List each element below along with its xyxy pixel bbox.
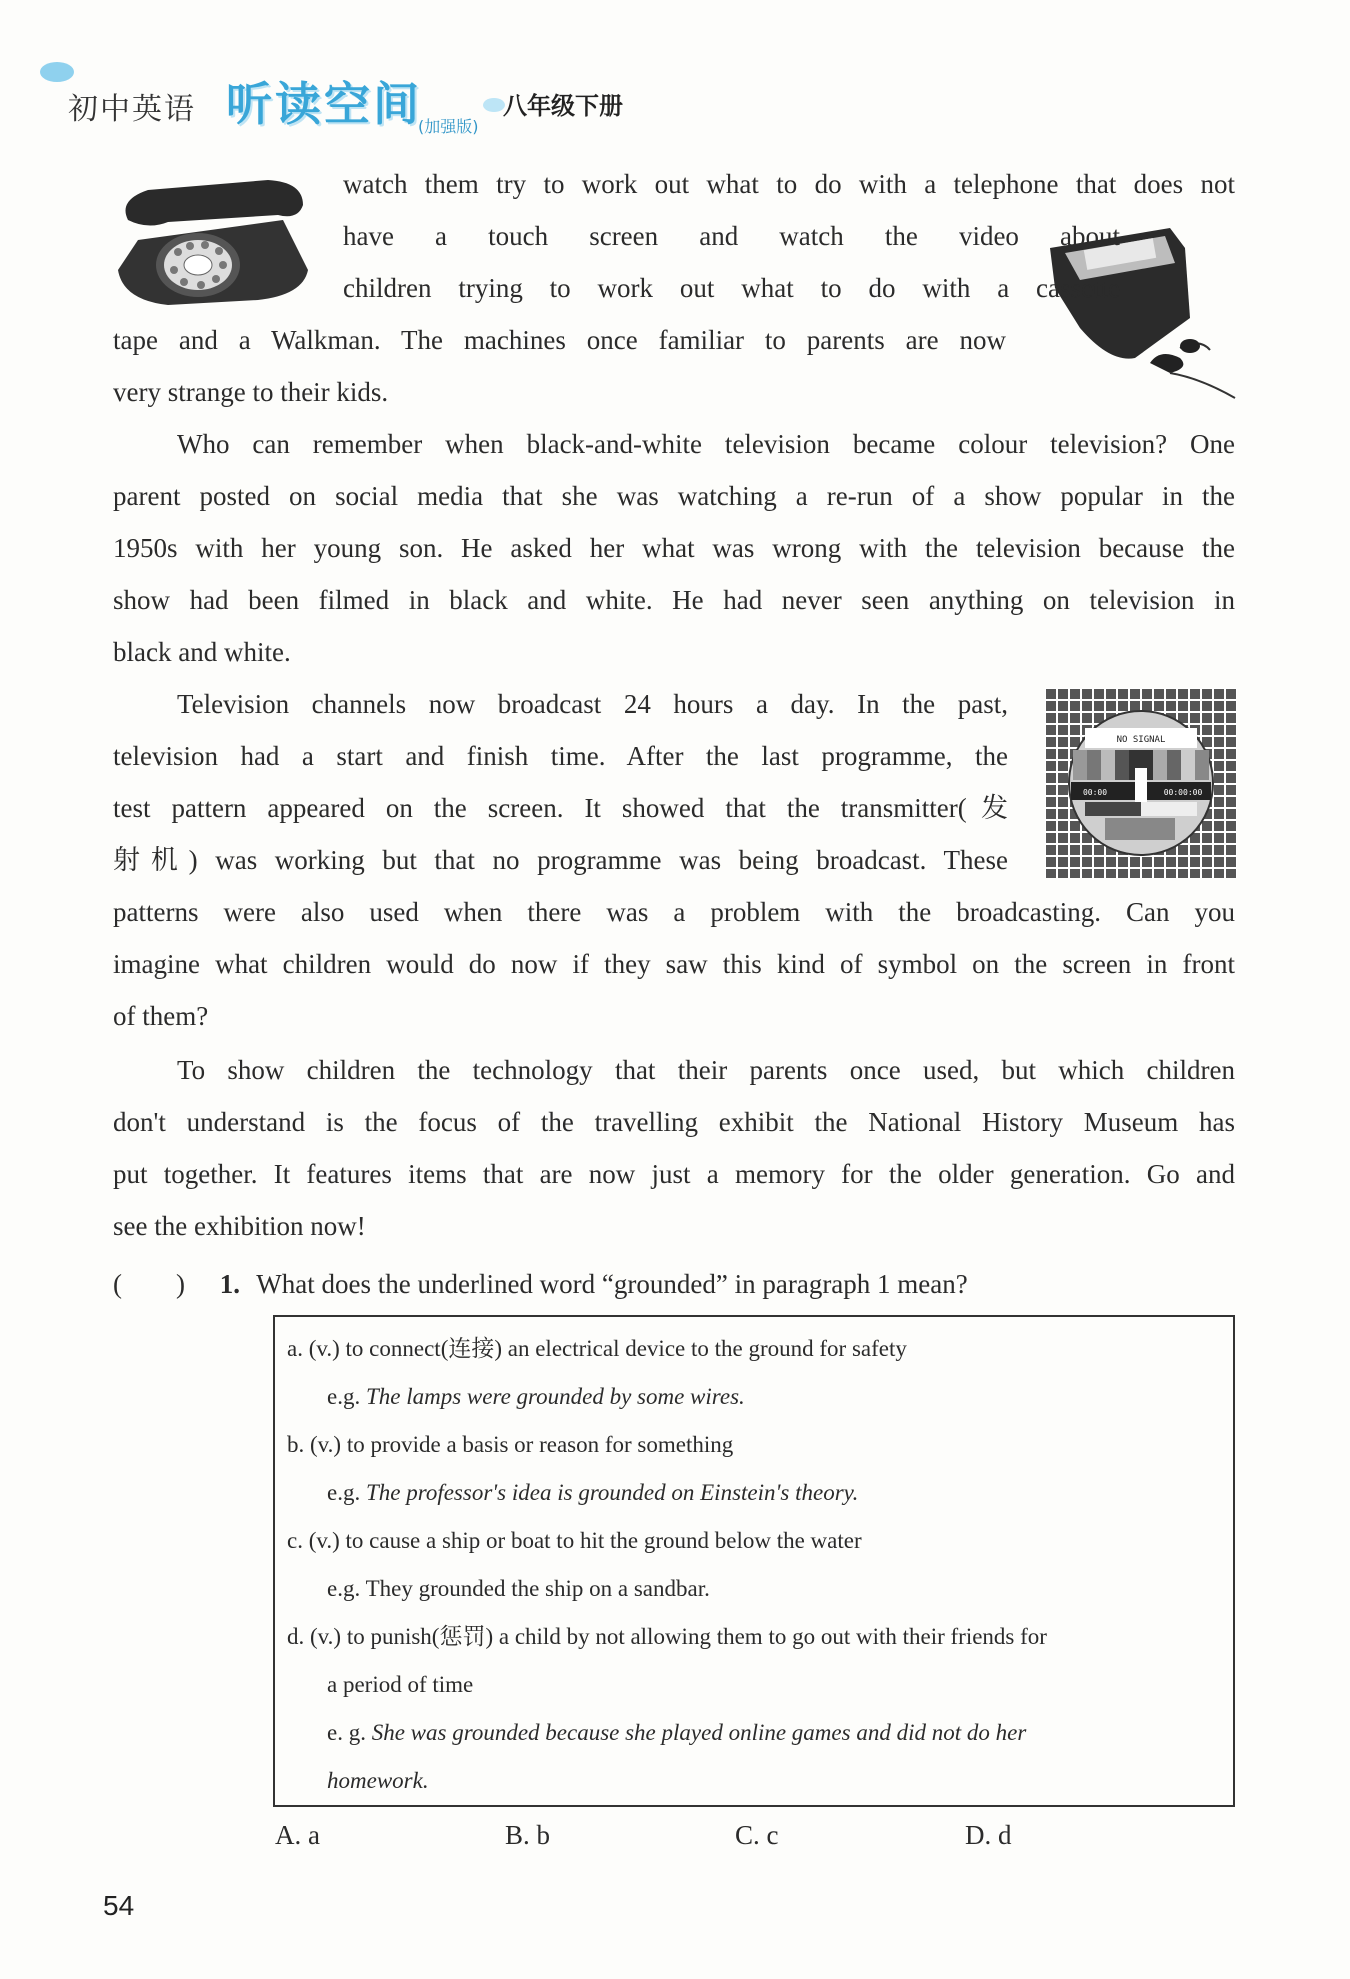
page-number: 54 (103, 1890, 135, 1921)
example-sentence: The lamps were grounded by some wires. (365, 1384, 745, 1409)
option-c[interactable]: C. c (735, 1820, 779, 1850)
text-line: Who can remember when black-and-white television became colour television? One (177, 429, 1235, 459)
paragraph-1 (113, 158, 1235, 418)
text-line: tape and a Walkman. The machines once familiar to parents are now (113, 325, 1006, 355)
question-1 (113, 1258, 1243, 1310)
example-prefix: e.g. (327, 1384, 361, 1409)
text-line: see the exhibition now! (113, 1211, 366, 1241)
answer-options (275, 1820, 1195, 1851)
decorative-bubble (40, 62, 74, 82)
text-line: children trying to work out what to do with a cassette (343, 273, 1120, 303)
text-line: To show children the technology that their parents once used, but which children (177, 1055, 1235, 1085)
example-sentence: The professor's idea is grounded on Einstein's theory. (365, 1480, 859, 1505)
definition-b: b. (v.) to provide a basis or reason for something (287, 1432, 734, 1457)
text-line: 射机) was working but that no programme was being broadcast. These (113, 845, 1008, 875)
test-card-left-time: 00:00 (1082, 788, 1108, 797)
paragraph-2 (113, 418, 1235, 678)
example-sentence: They grounded the ship on a sandbar. (365, 1576, 710, 1601)
logo-text: 听读空间 (226, 77, 422, 131)
answer-blank[interactable]: ( ) (113, 1269, 185, 1299)
definition-d-continued: a period of time (327, 1672, 474, 1697)
text-line: of them? (113, 1001, 209, 1031)
text-line: 1950s with her young son. He asked her what was wrong with the television because the (113, 533, 1235, 563)
text-line: show had been filmed in black and white. He had never seen anything on television in (113, 585, 1235, 615)
text-line: test pattern appeared on the screen. It showed that the transmitter(发 (113, 793, 1008, 823)
paragraph-4 (113, 1044, 1235, 1252)
definition-a: a. (v.) to connect(连接) an electrical device to the ground for safety (287, 1336, 907, 1361)
text-line: parent posted on social media that she was watching a re-run of a show popular in the (113, 481, 1235, 511)
option-b[interactable]: B. b (505, 1820, 551, 1850)
text-line: have a touch screen and watch the video about (343, 221, 1120, 251)
paragraph-3 (113, 678, 1235, 1042)
logo-subtitle: (加强版) (418, 117, 479, 136)
test-card-right-time: 00:00:00 (1163, 788, 1203, 797)
option-a[interactable]: A. a (275, 1820, 320, 1850)
example-b (287, 1469, 1221, 1517)
example-a (287, 1373, 1221, 1421)
text-line: black and white. (113, 637, 291, 667)
test-card-label: NO SIGNAL (1116, 735, 1166, 745)
definition-c: c. (v.) to cause a ship or boat to hit the ground below the water (287, 1528, 862, 1553)
example-sentence: She was grounded because she played online games and did not do her (371, 1720, 1027, 1745)
text-line: patterns were also used when there was a problem with the broadcasting. Can you (113, 897, 1235, 927)
question-number: 1. (219, 1269, 240, 1299)
text-line: imagine what children would do now if they saw this kind of symbol on the screen in front (113, 949, 1235, 979)
example-prefix: e. g. (327, 1720, 366, 1745)
option-d[interactable]: D. d (965, 1820, 1012, 1850)
dictionary-definitions-box (273, 1315, 1235, 1807)
question-text: What does the underlined word “grounded” in paragraph 1 mean? (256, 1269, 968, 1299)
text-line: very strange to their kids. (113, 377, 389, 407)
example-d (287, 1709, 1221, 1757)
text-line: put together. It features items that are now just a memory for the older generation. Go and (113, 1159, 1235, 1189)
text-line: don't understand is the focus of the travelling exhibit the National History Museum has (113, 1107, 1235, 1137)
text-line: watch them try to work out what to do with a telephone that does not (343, 169, 1235, 199)
page-header (58, 62, 658, 142)
example-c (287, 1565, 1221, 1613)
text-line: television had a start and finish time. After the last programme, the (113, 741, 1008, 771)
series-title: 初中英语 (68, 92, 196, 127)
text-line: Television channels now broadcast 24 hours a day. In the past, (177, 689, 1008, 719)
grade-label: 八年级下册 (503, 92, 623, 120)
example-prefix: e.g. (327, 1480, 361, 1505)
example-d-continued: homework. (327, 1768, 429, 1793)
decorative-bubble (483, 98, 505, 112)
definition-d: d. (v.) to punish(惩罚) a child by not allowing them to go out with their friends for (287, 1624, 1047, 1649)
example-prefix: e.g. (327, 1576, 361, 1601)
